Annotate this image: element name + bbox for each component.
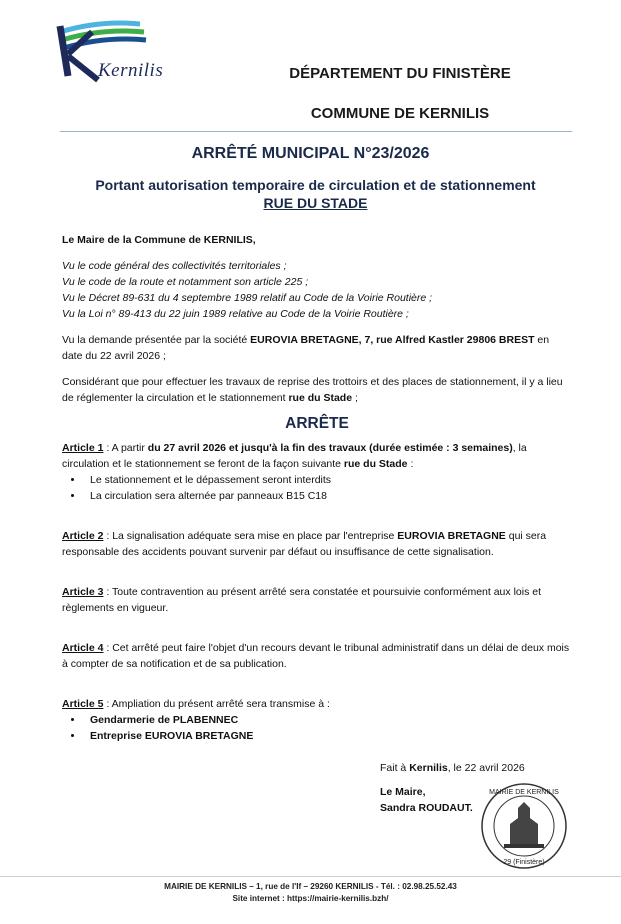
article-2-label: Article 2 bbox=[62, 530, 104, 542]
article-1-list bbox=[62, 472, 572, 504]
stamp-bottom-text: 29 (Finistère) bbox=[503, 859, 545, 866]
fait-pre: Fait à bbox=[380, 762, 410, 774]
article-1-post: : bbox=[407, 458, 414, 470]
vu-item: Vu le Décret 89-631 du 4 septembre 1989 relatif au Code de la Voirie Routière ; bbox=[62, 292, 433, 304]
fait-place: Kernilis bbox=[409, 762, 448, 774]
demande-paragraph bbox=[62, 332, 572, 364]
demande-date: en date du 22 avril 2026 ; bbox=[62, 334, 550, 362]
article-4 bbox=[62, 640, 572, 672]
article-2-post: qui sera responsable des accidents pouvant survenir par défaut ou insuffisance de cette signalisation. bbox=[62, 530, 547, 558]
stamp-top-text: MAIRIE DE KERNILIS bbox=[489, 789, 559, 796]
signatory-title: Le Maire, bbox=[380, 786, 426, 798]
signatory-name: Sandra ROUDAUT. bbox=[380, 802, 473, 814]
article-2 bbox=[62, 528, 572, 560]
article-4-label: Article 4 bbox=[62, 642, 104, 654]
article-4-text: : Cet arrêté peut faire l'objet d'un recours devant le tribunal administratif dans un délai de deux mois à compter de sa notification et de sa publication. bbox=[62, 642, 570, 670]
footer-address: MAIRIE DE KERNILIS – 1, rue de l'If – 29260 KERNILIS - Tél. : 02.98.25.52.43 bbox=[164, 882, 457, 891]
article-3-label: Article 3 bbox=[62, 586, 104, 598]
article-3 bbox=[62, 584, 572, 616]
vu-item: Vu la Loi n° 89-413 du 22 juin 1989 relative au Code de la Voirie Routière ; bbox=[62, 308, 409, 320]
vu-item: Vu le code de la route et notamment son article 225 ; bbox=[62, 276, 309, 288]
article-2-company: EUROVIA BRETAGNE bbox=[397, 530, 506, 542]
considerant-street: rue du Stade bbox=[288, 392, 353, 404]
footer-divider bbox=[0, 876, 621, 877]
demande-company: EUROVIA BRETAGNE, 7, rue Alfred Kastler 29806 BREST bbox=[250, 334, 535, 346]
article-1-label: Article 1 bbox=[62, 442, 104, 454]
arrete-heading: ARRÊTE bbox=[285, 415, 349, 432]
official-stamp bbox=[480, 780, 568, 872]
fait-date: , le 22 avril 2026 bbox=[447, 762, 525, 774]
article-5-label: Article 5 bbox=[62, 698, 104, 710]
list-item: • Le stationnement et le dépassement seront interdits bbox=[84, 472, 572, 488]
commune-heading: COMMUNE DE KERNILIS bbox=[310, 105, 490, 122]
list-item: • Entreprise EUROVIA BRETAGNE bbox=[84, 728, 572, 744]
article-1-mid: , la circulation et le stationnement se feront de la façon suivante bbox=[62, 442, 527, 470]
considerant-paragraph bbox=[62, 374, 572, 406]
decree-body bbox=[62, 232, 572, 744]
article-1-pre: : A partir bbox=[103, 442, 148, 454]
vu-item: Vu le code général des collectivités territoriales ; bbox=[62, 260, 287, 272]
logo-text: Kernilis bbox=[98, 60, 164, 81]
list-item: • Gendarmerie de PLABENNEC bbox=[84, 712, 572, 728]
department-heading: DÉPARTEMENT DU FINISTÈRE bbox=[289, 65, 511, 82]
considerant-text: Considérant que pour effectuer les travaux de reprise des trottoirs et des places de stationnement, il y a lieu de réglementer la circulation et le stationnement bbox=[62, 376, 563, 404]
considerant-end: ; bbox=[352, 392, 358, 404]
article-2-pre: : La signalisation adéquate sera mise en place par l'entreprise bbox=[103, 530, 398, 542]
article-5-text: : Ampliation du présent arrêté sera transmise à : bbox=[103, 698, 330, 710]
header-divider bbox=[60, 131, 572, 132]
subtitle-line: Portant autorisation temporaire de circulation et de stationnement bbox=[95, 177, 536, 193]
article-3-text: : Toute contravention au présent arrêté sera constatée et poursuivie conformément aux lois et règlements en vigueur. bbox=[62, 586, 541, 614]
article-1 bbox=[62, 440, 572, 472]
stamp-seal-icon bbox=[480, 780, 568, 872]
article-1-dates: du 27 avril 2026 et jusqu'à la fin des travaux (durée estimée : 3 semaines) bbox=[147, 442, 513, 454]
article-1-street: rue du Stade bbox=[343, 458, 408, 470]
article-5-list bbox=[62, 712, 572, 744]
demande-text: Vu la demande présentée par la société bbox=[62, 334, 251, 346]
subtitle-street: RUE DU STADE bbox=[263, 195, 368, 211]
fait-line bbox=[380, 760, 525, 776]
decree-title: ARRÊTÉ MUNICIPAL N°23/2026 bbox=[191, 145, 430, 162]
article-5 bbox=[62, 696, 572, 712]
decree-subtitle bbox=[40, 176, 591, 212]
maire-line: Le Maire de la Commune de KERNILIS, bbox=[62, 234, 256, 246]
footer bbox=[0, 881, 621, 905]
footer-website: Site internet : https://mairie-kernilis.bzh/ bbox=[232, 894, 389, 903]
list-item: • La circulation sera alternée par panneaux B15 C18 bbox=[84, 488, 572, 504]
